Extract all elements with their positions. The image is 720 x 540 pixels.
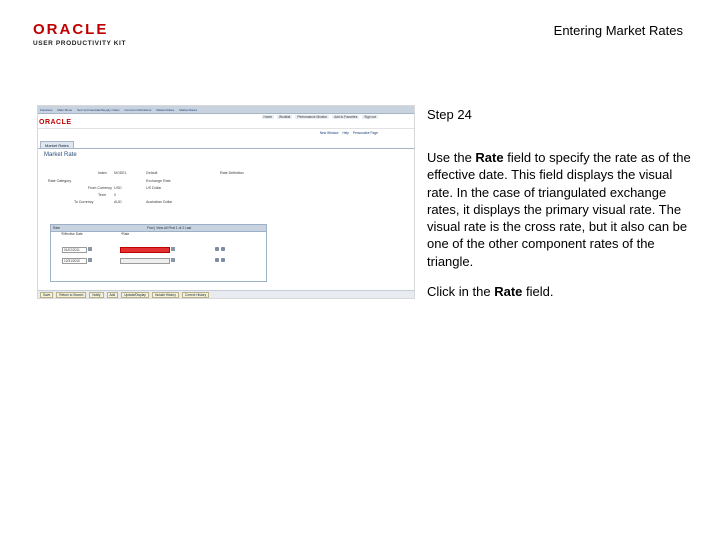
include-history-button[interactable]: Include History — [152, 292, 179, 298]
delete-row-icon[interactable] — [221, 247, 225, 251]
tab-divider — [38, 148, 414, 149]
field-desc: US Dollar — [146, 186, 162, 190]
effective-date-field[interactable]: 12/31/2010 — [62, 258, 87, 264]
sub-link[interactable]: Help — [342, 131, 349, 135]
effective-date-field[interactable]: 01/02/2011 — [62, 247, 87, 253]
col-rate: *Rate — [121, 232, 130, 236]
field-label: Index — [98, 171, 107, 175]
header-link[interactable]: Add to Favorites — [334, 115, 358, 119]
logo-tagline: USER PRODUCTIVITY KIT — [33, 40, 127, 47]
page-title: Market Rate — [44, 152, 77, 158]
add-button[interactable]: Add — [107, 292, 119, 298]
step-label: Step 24 — [427, 107, 472, 122]
sub-link[interactable]: Personalize Page — [353, 131, 378, 135]
nav-item[interactable]: Favorites — [40, 107, 53, 112]
field-label: Rate Category — [48, 179, 72, 183]
application-screenshot — [37, 105, 415, 299]
grid-header — [51, 225, 266, 232]
action-bold: Rate — [494, 284, 523, 299]
field-value: MODEL — [114, 171, 127, 175]
nav-item[interactable]: Market Rates — [179, 107, 198, 112]
nav-item[interactable]: Main Menu — [57, 107, 73, 112]
add-row-icon[interactable] — [215, 247, 219, 251]
add-row-icon[interactable] — [215, 258, 219, 262]
rate-definition-link[interactable]: Rate Definition — [220, 171, 244, 175]
rate-lookup-icon[interactable] — [171, 247, 175, 251]
action-instruction — [427, 284, 553, 299]
grid-nav[interactable]: Find | View All First 1 of 2 Last — [147, 226, 192, 230]
app-header — [38, 114, 414, 129]
step-description — [427, 149, 692, 270]
delete-row-icon[interactable] — [221, 258, 225, 262]
desc-text: Use the — [427, 150, 476, 165]
button-bar — [38, 290, 414, 298]
field-value: AUD — [114, 200, 122, 204]
document-title: Entering Market Rates — [553, 23, 683, 38]
field-desc: Australian Dollar — [146, 200, 173, 204]
save-button[interactable]: Save — [40, 292, 53, 298]
header-link[interactable]: Sign out — [364, 115, 376, 119]
tab-market-rates[interactable]: Market Rates — [40, 141, 74, 149]
oracle-upk-logo — [33, 21, 127, 47]
header-links — [262, 115, 378, 119]
grid-columns — [51, 232, 266, 237]
rate-lookup-icon[interactable] — [171, 258, 175, 262]
col-effective-date: *Effective Date — [61, 232, 83, 236]
header-link[interactable]: Worklist — [279, 115, 291, 119]
sub-links — [320, 131, 378, 135]
sub-header — [38, 129, 414, 139]
nav-item[interactable]: Market Rates — [156, 107, 175, 112]
action-text: Click in the — [427, 284, 495, 299]
field-label: To Currency — [74, 200, 94, 204]
calendar-icon[interactable] — [88, 247, 92, 251]
field-desc: Default — [146, 171, 158, 175]
logo-wordmark: ORACLE — [33, 21, 109, 38]
header-link[interactable]: Home — [263, 115, 273, 119]
rate-grid — [50, 224, 267, 282]
correct-history-button[interactable]: Correct History — [182, 292, 209, 298]
header-link[interactable]: Performance Monitor — [297, 115, 328, 119]
field-label: From Currency — [88, 186, 112, 190]
field-value: 0 — [114, 193, 116, 197]
return-to-search-button[interactable]: Return to Search — [56, 292, 86, 298]
rate-field-readonly — [120, 258, 170, 264]
breadcrumb-nav — [38, 106, 414, 114]
field-label: Term — [98, 193, 106, 197]
desc-text: field to specify the rate as of the effective date. This field displays the visual rate. In the case of triangulated exchange rates, it displays the primary visual rate. The visual rate is the cross rate, but it also can be one of the other component rates of the triangle. — [427, 150, 691, 269]
field-value: USD — [114, 186, 122, 190]
action-text: field. — [522, 284, 554, 299]
app-logo: ORACLE — [39, 119, 72, 126]
update-display-button[interactable]: Update/Display — [121, 292, 149, 298]
calendar-icon[interactable] — [88, 258, 92, 262]
grid-title: Rate — [53, 226, 60, 230]
sub-link[interactable]: New Window — [319, 131, 339, 135]
field-desc: Exchange Rate — [146, 179, 171, 183]
nav-item[interactable]: Set Up Financials/Supply Chain — [77, 107, 120, 112]
notify-button[interactable]: Notify — [89, 292, 103, 298]
nav-item[interactable]: Common Definitions — [124, 107, 152, 112]
desc-bold: Rate — [475, 150, 504, 165]
rate-field[interactable] — [120, 247, 170, 253]
